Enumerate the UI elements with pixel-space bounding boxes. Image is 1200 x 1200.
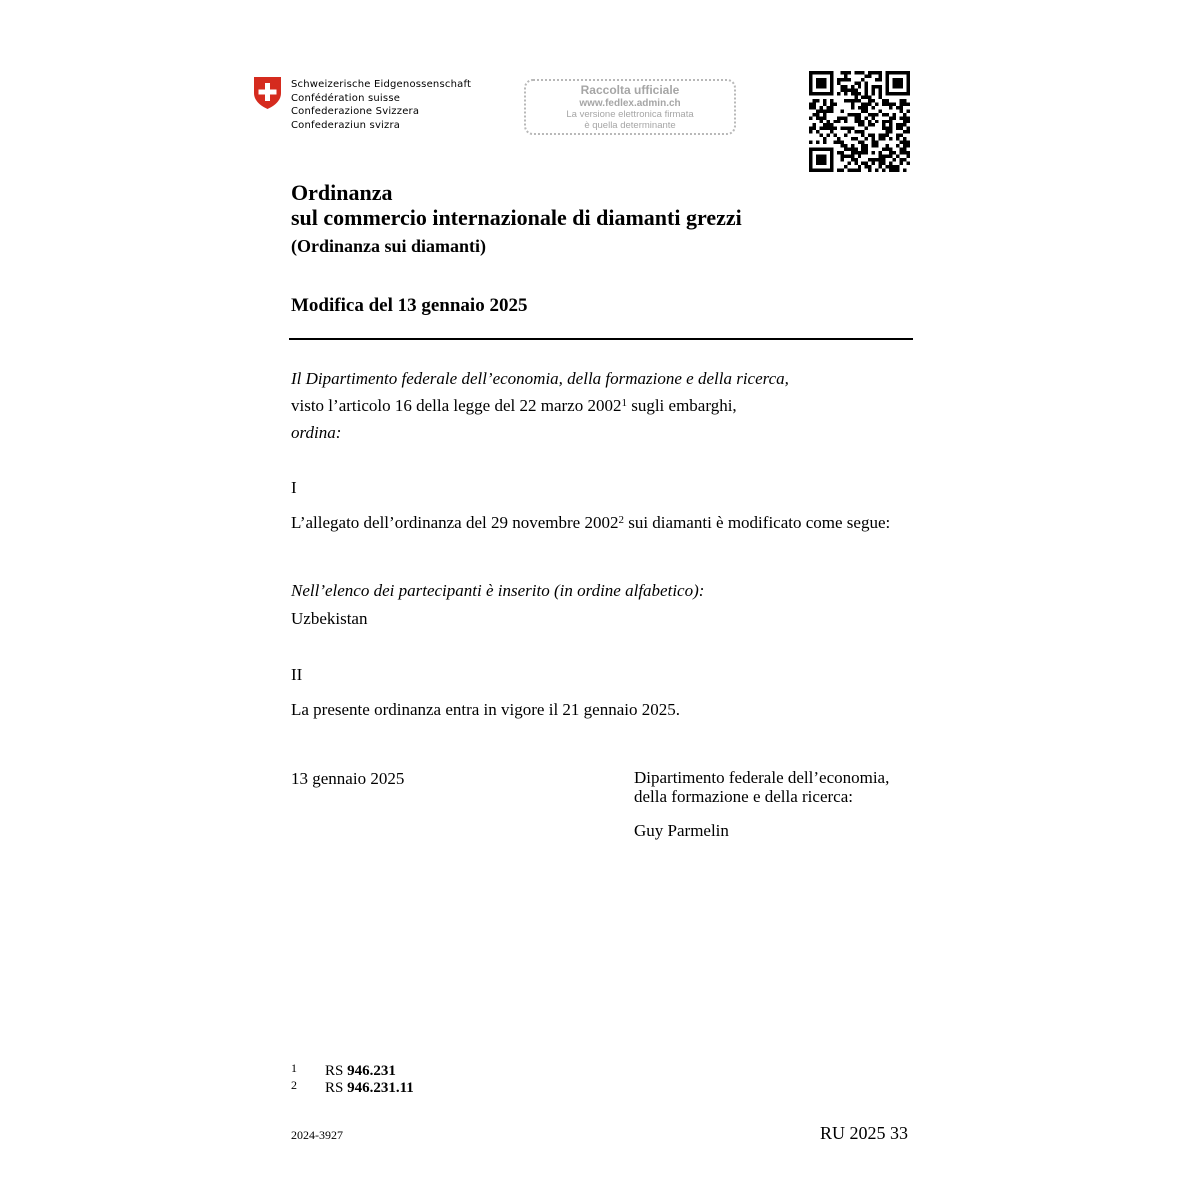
preamble-authority: Il Dipartimento federale dell’economia, della formazione e della ricerca,	[291, 369, 789, 388]
signature-authority-line-2: della formazione e della ricerca:	[634, 787, 853, 806]
signatory-name: Guy Parmelin	[634, 821, 729, 840]
ru-reference: RU 2025 33	[819, 1123, 908, 1143]
section-1-instruction: Nell’elenco dei partecipanti è inserito (in ordine alfabetico):	[291, 581, 705, 600]
section-1-numeral: I	[291, 478, 297, 497]
section-1-text-main: L’allegato dell’ordinanza del 29 novembre 2002	[291, 513, 619, 532]
qr-code-icon	[809, 71, 910, 172]
document-title	[291, 180, 742, 258]
title-line-2: sul commercio internazionale di diamanti grezzi	[291, 205, 742, 230]
section-1-entry: Uzbekistan	[291, 609, 368, 628]
signature-authority	[634, 768, 924, 806]
footnote-prefix: RS	[325, 1080, 348, 1096]
confederation-names	[291, 78, 471, 132]
title-divider	[289, 338, 913, 340]
footnote-1	[291, 1063, 591, 1080]
footnote-reference: 946.231	[347, 1063, 396, 1079]
confederation-name-rm: Confederaziun svizra	[291, 119, 401, 131]
footnote-text	[325, 1063, 396, 1080]
footnote-number: 2	[291, 1078, 297, 1092]
title-line-1: Ordinanza	[291, 180, 393, 205]
preamble-decree: ordina:	[291, 423, 342, 442]
preamble-basis	[291, 395, 909, 416]
footnote-number: 1	[291, 1061, 297, 1075]
swiss-coat-of-arms-icon	[253, 76, 282, 110]
section-2-text: La presente ordinanza entra in vigore il 21 gennaio 2025.	[291, 700, 680, 719]
preamble-basis-tail: sugli embarghi,	[626, 396, 737, 415]
stamp-note-line2: è quella determinante	[584, 120, 676, 131]
stamp-note-line1: La versione elettronica firmata	[566, 109, 694, 120]
confederation-name-fr: Confédération suisse	[291, 92, 401, 104]
document-number: 2024-3927	[291, 1128, 343, 1142]
preamble-basis-text: visto l’articolo 16 della legge del 22 marzo 2002	[291, 396, 622, 415]
footnote-2	[291, 1080, 591, 1097]
section-2-numeral: II	[291, 665, 303, 684]
section-1-text	[291, 512, 909, 533]
short-title: (Ordinanza sui diamanti)	[291, 236, 487, 256]
section-1-text-tail: sui diamanti è modificato come segue:	[623, 513, 891, 532]
signature-date: 13 gennaio 2025	[291, 769, 405, 788]
confederation-name-it: Confederazione Svizzera	[291, 106, 420, 117]
footnote-ref-2: 2	[618, 514, 624, 526]
footnote-ref-1: 1	[621, 397, 627, 409]
amendment-heading: Modifica del 13 gennaio 2025	[291, 295, 528, 316]
confederation-name-de: Schweizerische Eidgenossenschaft	[291, 79, 472, 90]
signature-authority-line-1: Dipartimento federale dell’economia,	[634, 768, 890, 787]
official-compilation-stamp	[524, 79, 736, 135]
footnote-prefix: RS	[325, 1063, 348, 1079]
footnote-reference: 946.231.11	[347, 1080, 414, 1096]
stamp-title: Raccolta ufficiale	[580, 83, 680, 97]
stamp-url: www.fedlex.admin.ch	[579, 98, 681, 109]
footnote-text	[325, 1080, 414, 1097]
